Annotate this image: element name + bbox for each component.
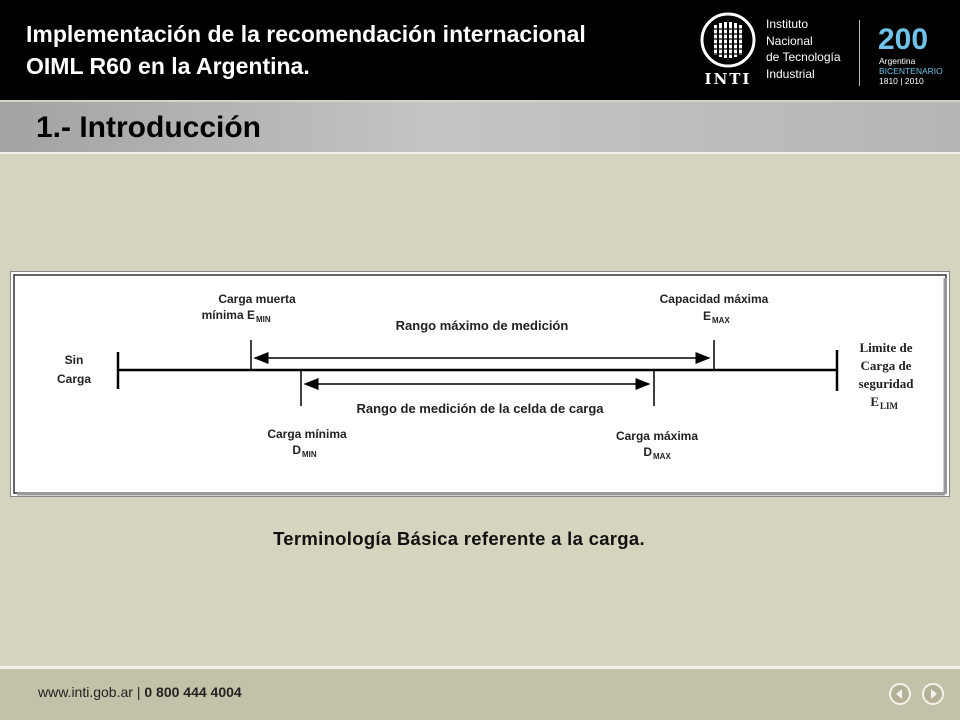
elim-letter: E (870, 394, 879, 409)
limite-label: seguridad (858, 376, 914, 391)
dmax-subscript: MAX (653, 452, 671, 461)
dmax-letter: D (643, 445, 652, 459)
carga-minima-label: Carga mínima (267, 427, 347, 441)
load-terminology-diagram (10, 271, 950, 497)
emax-subscript: MAX (712, 316, 730, 325)
rango-maximo-label: Rango máximo de medición (395, 318, 569, 333)
sin-carga-label: Sin (64, 353, 84, 367)
carga-muerta-label: Carga muerta (218, 292, 296, 306)
section-title: 1.- Introducción (36, 111, 261, 144)
bicentenario-number: 200 (878, 23, 929, 54)
limite-label: Limite de (859, 340, 913, 355)
previous-slide-button[interactable] (889, 683, 911, 705)
institute-name (766, 16, 841, 82)
title-line-1: Implementación de la recomendación internacional (26, 21, 586, 47)
elim-subscript: LIM (880, 401, 898, 411)
sin-carga-label: Carga (56, 372, 92, 386)
capacidad-maxima-label: Capacidad máxima (659, 292, 769, 306)
rango-celda-label: Rango de medición de la celda de carga (356, 401, 604, 416)
next-slide-button[interactable] (922, 683, 944, 705)
carga-maxima-label: Carga máxima (615, 429, 699, 443)
emax-letter: E (702, 309, 712, 323)
diagram-caption: Terminología Básica referente a la carga. (273, 528, 645, 549)
presentation-title (26, 18, 686, 82)
emin-subscript: MIN (256, 315, 271, 324)
inti-logo-icon (700, 12, 756, 68)
institute-line: Instituto (766, 17, 809, 31)
minima-emin-label: mínima E (201, 308, 255, 322)
footer-separator: | (132, 684, 145, 700)
dmin-letter: D (292, 443, 301, 457)
footer-contact (38, 684, 242, 700)
bicentenario-country: Argentina (879, 56, 916, 66)
bicentenario-logo-icon (876, 22, 948, 54)
diagram-canvas (11, 272, 949, 496)
bicentenario-text (879, 56, 943, 86)
arrow-right-icon (927, 688, 939, 700)
bicentenario-years: 1810 | 2010 (879, 76, 924, 86)
header-bar (0, 0, 960, 100)
arrow-left-icon (894, 688, 906, 700)
limite-label: Carga de (860, 358, 912, 373)
bicentenario-word: BICENTENARIO (879, 66, 943, 76)
footer-url[interactable]: www.inti.gob.ar (38, 684, 133, 700)
footer-bar (0, 669, 960, 720)
institute-line: Industrial (766, 66, 815, 81)
institute-line: de Tecnología (766, 50, 841, 64)
inti-logo-text: INTI (704, 70, 752, 88)
footer-phone: 0 800 444 4004 (144, 684, 242, 700)
dmin-subscript: MIN (302, 450, 317, 459)
title-line-2: OIML R60 en la Argentina. (26, 53, 310, 79)
header-divider (859, 20, 860, 86)
section-title-bar (0, 102, 960, 154)
institute-line: Nacional (766, 33, 813, 48)
